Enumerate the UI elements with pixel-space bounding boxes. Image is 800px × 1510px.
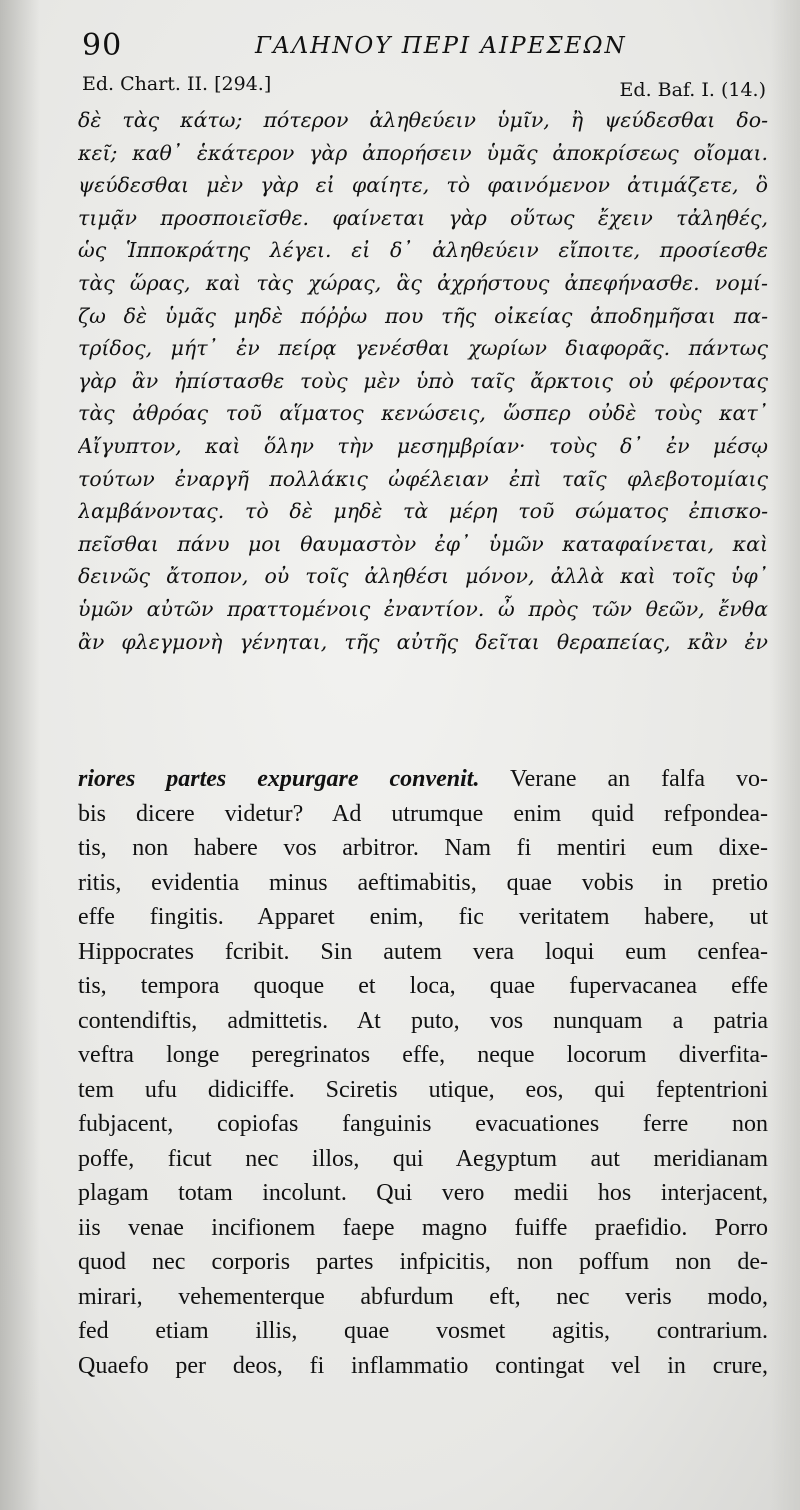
greek-line: τούτων ἐναργῆ πολλάκις ὠφέλειαν ἐπὶ ταῖς φλεβοτομίαις (78, 466, 768, 491)
greek-line: τρίδος, μήτ᾽ ἐν πείρᾳ γενέσθαι χωρίων διαφορᾶς. πάντως (78, 336, 768, 361)
greek-line: πεῖσθαι πάνυ μοι θαυμαστὸν ἐφ᾽ ὑμῶν καταφαίνεται, καὶ (78, 531, 768, 556)
edition-reference-right: Ed. Baf. I. (14.) (619, 79, 766, 101)
latin-line: fed etiam illis, quae vosmet agitis, contrarium. (78, 1318, 768, 1344)
latin-line: bis dicere videtur? Ad utrumque enim quid refpondea- (78, 800, 768, 827)
greek-text-block (78, 104, 768, 658)
latin-line: Hippocrates fcribit. Sin autem vera loqui eum cenfea- (78, 938, 768, 965)
page-number: 90 (82, 28, 123, 63)
latin-line: Quaefo per deos, fi inflammatio contingat vel in crure, (78, 1352, 768, 1379)
greek-line: τὰς ἀθρόας τοῦ αἵματος κενώσεις, ὥσπερ οὐδὲ τοὺς κατ᾽ (78, 401, 768, 426)
greek-line: κεῖ; καθ᾽ ἑκάτερον γὰρ ἀπορήσειν ὑμᾶς ἀποκρίσεως οἴομαι. (78, 140, 768, 165)
latin-line: poffe, ficut nec illos, qui Aegyptum aut meridianam (78, 1145, 768, 1172)
greek-line: δὲ τὰς κάτω; πότερον ἀληθεύειν ὑμῖν, ἢ ψεύδεσθαι δο- (78, 108, 768, 132)
latin-line: mirari, vehementerque abfurdum eft, nec veris modo, (78, 1283, 768, 1310)
latin-line (78, 762, 768, 797)
edition-reference-left: Ed. Chart. II. [294.] (82, 73, 272, 95)
gutter-shadow (0, 0, 40, 1510)
latin-line: effe fingitis. Apparet enim, fic veritatem habere, ut (78, 904, 768, 930)
latin-line: tem ufu didiciffe. Sciretis utique, eos, qui feptentrioni (78, 1076, 768, 1103)
greek-line: ὡς Ἱπποκράτης λέγει. εἰ δ᾽ ἀληθεύειν εἴποιτε, προσίεσθε (78, 238, 768, 263)
greek-line: ψεύδεσθαι μὲν γὰρ εἰ φαίητε, τὸ φαινόμενον ἀτιμάζετε, ὃ (78, 173, 768, 198)
greek-line: ὑμῶν αὐτῶν πραττομένοις ἐναντίον. ὦ πρὸς τῶν θεῶν, ἔνθα (78, 596, 768, 621)
greek-line: δεινῶς ἄτοπον, οὐ τοῖς ἀληθέσι μόνον, ἀλλὰ καὶ τοῖς ὑφ᾽ (78, 564, 768, 589)
greek-line: τὰς ὥρας, καὶ τὰς χώρας, ἃς ἀχρήστους ἀπεφήνασθε. νομί- (78, 270, 768, 295)
latin-line: veftra longe peregrinatos effe, neque locorum diverfita- (78, 1042, 768, 1068)
latin-line: fubjacent, copiofas fanguinis evacuationes ferre non (78, 1111, 768, 1137)
latin-line: ritis, evidentia minus aeftimabitis, quae vobis in pretio (78, 869, 768, 896)
running-title: ΓΑΛΗΝΟΥ ΠΕΡΙ ΑΙΡΕΣΕΩΝ (255, 33, 627, 59)
latin-line: quod nec corporis partes infpicitis, non poffum non de- (78, 1249, 768, 1275)
greek-line: ζω δὲ ὑμᾶς μηδὲ πόῤῥω που τῆς οἰκείας ἀποδημῆσαι πα- (78, 303, 768, 328)
latin-line: contendiftis, admittetis. At puto, vos nunquam a patria (78, 1007, 768, 1034)
greek-line: ἂν φλεγμονὴ γένηται, τῆς αὐτῆς δεῖται θεραπείας, κἂν ἐν (78, 629, 768, 654)
latin-line: tis, non habere vos arbitror. Nam fi mentiri eum dixe- (78, 835, 768, 861)
latin-first-line-rest: Verane an falfa vo- (479, 766, 768, 792)
greek-line: λαμβάνοντας. τὸ δὲ μηδὲ τὰ μέρη τοῦ σώματος ἐπισκο- (78, 499, 768, 524)
latin-continuation-italic: riores partes expurgare convenit. (78, 766, 480, 792)
latin-line: plagam totam incolunt. Qui vero medii hos interjacent, (78, 1180, 768, 1206)
latin-line: iis venae incifionem faepe magno fuiffe praefidio. Porro (78, 1214, 768, 1241)
greek-line: γὰρ ἂν ἠπίστασθε τοὺς μὲν ὑπὸ ταῖς ἄρκτοις οὐ φέροντας (78, 368, 768, 393)
page-edge-shadow (770, 0, 800, 1510)
greek-line: τιμᾷν προσποιεῖσθε. φαίνεται γὰρ οὕτως ἔχειν τἀληθές, (78, 205, 768, 230)
latin-line: tis, tempora quoque et loca, quae fupervacanea effe (78, 973, 768, 999)
latin-text-block (78, 762, 768, 1383)
greek-line: Αἴγυπτον, καὶ ὅλην τὴν μεσημβρίαν· τοὺς δ᾽ ἐν μέσῳ (78, 433, 768, 458)
